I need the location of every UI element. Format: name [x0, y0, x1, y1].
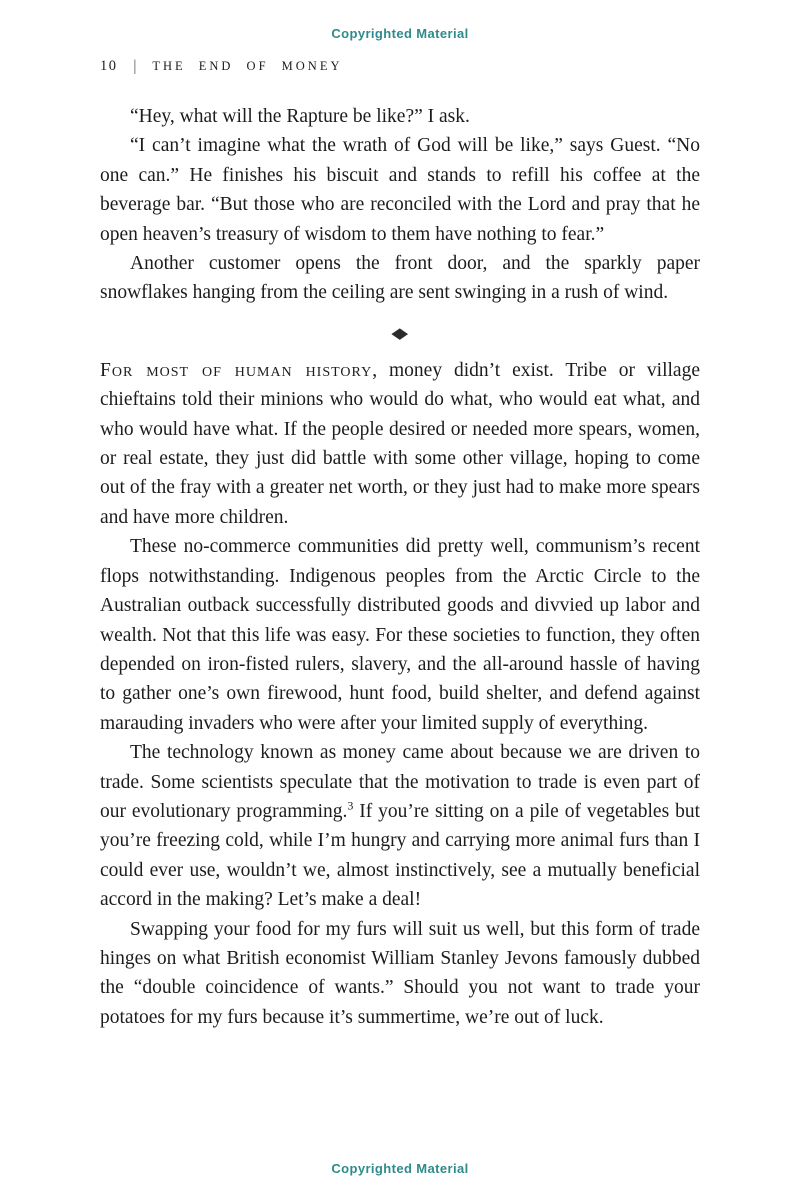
page-body: [100, 102, 700, 1144]
small-caps-lead: For most of human history: [100, 359, 373, 381]
paragraph-6: [100, 738, 700, 914]
paragraph-3: Another customer opens the front door, and the sparkly paper snowflakes hanging from the ceiling are sent swinging in a rush of wind.: [100, 253, 700, 304]
paragraph-6-text-after: If you’re sitting on a pile of vegetables but you’re freezing cold, while I’m hungry and carrying more animal furs than I could ever use, wouldn’t we, almost instinctively, see a mutually beneficial accord in the making? Let’s make a deal!: [100, 800, 700, 911]
header-divider: |: [133, 57, 137, 75]
paragraph-4: [100, 356, 700, 532]
paragraph-6-text-before: The technology known as money came about because we are driven to trade. Some scientists speculate that the motivation to trade is even part of our evolutionary programming.: [100, 742, 700, 822]
paragraph-1: “Hey, what will the Rapture be like?” I ask.: [130, 106, 470, 127]
paragraph-5: These no-commerce communities did pretty well, communism’s recent flops notwithstanding. Indigenous peoples from the Arctic Circle to the Australian outback successfully distributed goods and divvied up labor and wealth. Not that this life was easy. For these societies to function, they often depended on iron-fisted rulers, slavery, and the all-around hassle of having to gather one’s own firewood, hunt food, build shelter, and defend against marauding invaders who were after your limited supply of everything.: [100, 536, 700, 734]
section-break-diamond-icon: ◆: [391, 325, 409, 342]
copyright-notice-top: Copyrighted Material: [331, 26, 469, 41]
paragraph-4-text: , money didn’t exist. Tribe or village chieftains told their minions who would do what, who would eat what, and who would have what. If the people desired or needed more spears, women, or real estate, they just did battle with some other village, hoping to come out of the fray with a greater net worth, or they just had to make more spears and have more children.: [100, 359, 700, 528]
copyright-notice-bottom: Copyrighted Material: [331, 1161, 469, 1176]
section-break: [100, 323, 700, 344]
paragraph-7: Swapping your food for my furs will suit us well, but this form of trade hinges on what British economist William Stanley Jevons famously dubbed the “double coincidence of wants.” Should you not want to trade your potatoes for my furs because it’s summertime, we’re out of luck.: [100, 918, 700, 1028]
footnote-reference: 3: [347, 798, 354, 813]
page-number: 10: [100, 58, 118, 74]
page-header: [100, 58, 700, 75]
running-title: THE END OF MONEY: [152, 59, 343, 73]
paragraph-2: “I can’t imagine what the wrath of God will be like,” says Guest. “No one can.” He finishes his biscuit and stands to refill his coffee at the beverage bar. “But those who are reconciled with the Lord and pray that he open heaven’s treasury of wisdom to them have nothing to fear.”: [100, 135, 700, 245]
